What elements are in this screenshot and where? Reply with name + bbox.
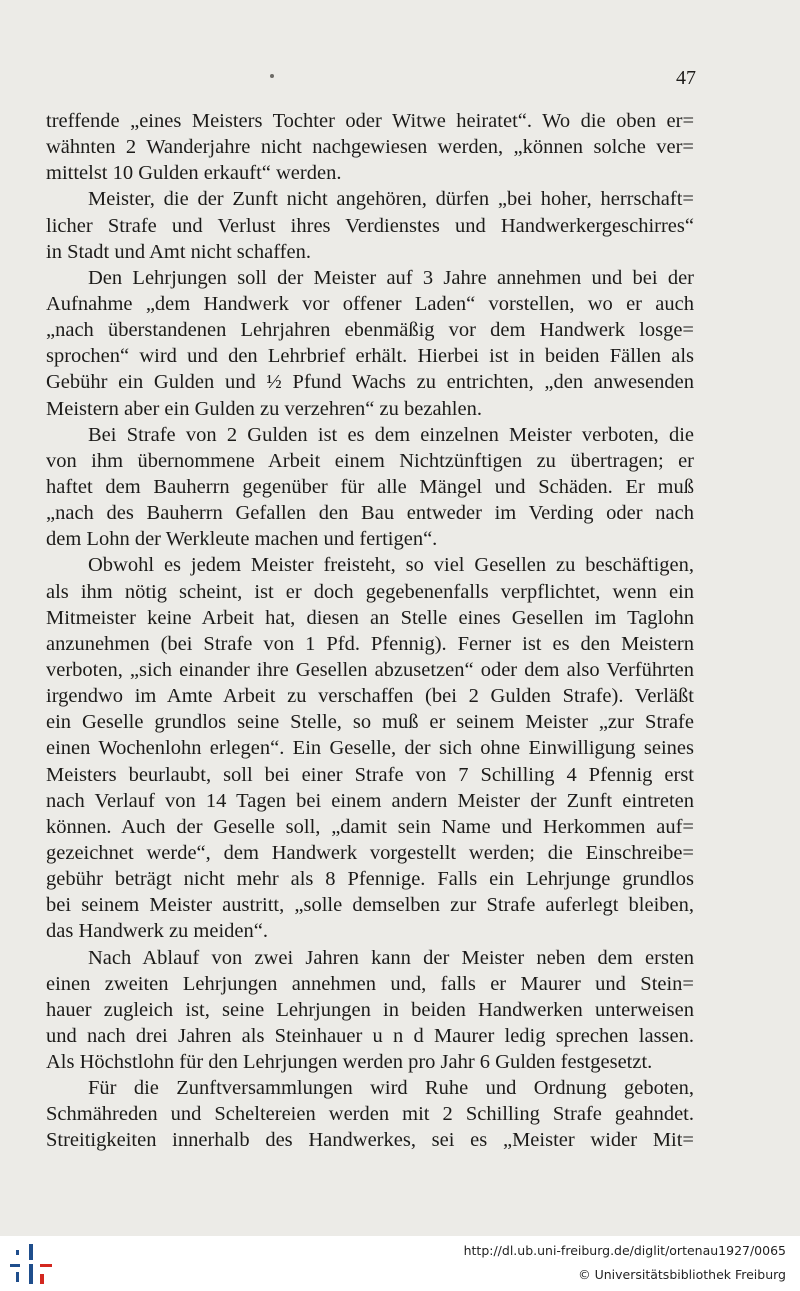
logo-bar-mid-left xyxy=(10,1264,20,1267)
logo-bar-top-left xyxy=(16,1250,19,1255)
text-line: Aufnahme „dem Handwerk vor offener Laden“ vorstellen, wo er auch xyxy=(46,292,694,315)
text-line: Bei Strafe von 2 Gulden ist es dem einzelnen Meister verboten, die xyxy=(88,423,694,446)
logo-bar-center-stem xyxy=(29,1264,33,1284)
logo-bar-bottom-left xyxy=(16,1272,19,1282)
text-line: treffende „eines Meisters Tochter oder Witwe heiratet“. Wo die oben er= xyxy=(46,110,694,132)
paper-speck xyxy=(270,74,274,78)
text-line: irgendwo im Amte Arbeit zu verschaffen (bei 2 Gulden Strafe). Verläßt xyxy=(46,685,694,708)
text-line: Schmähreden und Scheltereien werden mit 2 Schilling Strafe geahndet. xyxy=(46,1103,694,1126)
text-line: als ihm nötig scheint, ist er doch gegebenenfalls verpflichtet, wenn ein xyxy=(46,580,694,603)
page-number: 47 xyxy=(676,67,696,89)
text-line: das Handwerk zu meiden“. xyxy=(46,920,268,943)
text-line: Für die Zunftversammlungen wird Ruhe und Ordnung geboten, xyxy=(88,1077,694,1100)
text-line: dem Lohn der Werkleute machen und fertigen“. xyxy=(46,528,438,551)
text-line: hauer zugleich ist, seine Lehrjungen in beiden Handwerken unterweisen xyxy=(46,998,694,1021)
text-line: in Stadt und Amt nicht schaffen. xyxy=(46,240,311,263)
text-line: ein Geselle grundlos seine Stelle, so muß er seinem Meister „zur Strafe xyxy=(46,711,694,734)
viewer-footer xyxy=(0,1236,800,1291)
logo-bar-top-center xyxy=(29,1244,33,1260)
text-line: und nach drei Jahren als Steinhauer u n d Maurer ledig sprechen lassen. xyxy=(46,1024,694,1047)
text-line: Nach Ablauf von zwei Jahren kann der Meister neben dem ersten xyxy=(88,946,694,969)
logo-bar-bottom-right xyxy=(40,1274,44,1284)
text-line: „nach des Bauherrn Gefallen den Bau entweder im Verding oder nach xyxy=(46,502,694,525)
text-line: Gebühr ein Gulden und ½ Pfund Wachs zu entrichten, „den anwesenden xyxy=(46,371,694,394)
text-line: sprochen“ wird und den Lehrbrief erhält. Hierbei ist in beiden Fällen als xyxy=(46,345,694,368)
text-line: können. Auch der Geselle soll, „damit sein Name und Herkommen auf= xyxy=(46,815,694,838)
text-line: Mitmeister keine Arbeit hat, diesen an Stelle eines Gesellen im Taglohn xyxy=(46,606,694,629)
text-line: gezeichnet werde“, dem Handwerk vorgestellt werden; die Einschreibe= xyxy=(46,841,694,864)
text-line: Obwohl es jedem Meister freisteht, so viel Gesellen zu beschäftigen, xyxy=(88,554,694,577)
text-line: haftet dem Bauherrn gegenüber für alle Mängel und Schäden. Er muß xyxy=(46,475,694,498)
text-line: bei seinem Meister austritt, „solle demselben zur Strafe auferlegt bleiben, xyxy=(46,894,694,917)
text-line: Meistern aber ein Gulden zu verzehren“ zu bezahlen. xyxy=(46,397,482,420)
text-line: von ihm übernommene Arbeit einem Nichtzünftigen zu übertragen; er xyxy=(46,449,694,472)
text-line: mittelst 10 Gulden erkauft“ werden. xyxy=(46,162,342,185)
source-url[interactable]: http://dl.ub.uni-freiburg.de/diglit/ortenau1927/0065 xyxy=(463,1243,786,1258)
text-line: gebühr beträgt nicht mehr als 8 Pfennige. Falls ein Lehrjunge grundlos xyxy=(46,868,694,891)
text-line: „nach überstandenen Lehrjahren ebenmäßig vor dem Handwerk losge= xyxy=(46,319,694,342)
text-line: nach Verlauf von 14 Tagen bei einem andern Meister der Zunft eintreten xyxy=(46,789,694,812)
logo-bar-mid-right xyxy=(40,1264,52,1267)
copyright-notice: © Universitätsbibliothek Freiburg xyxy=(578,1267,786,1282)
text-line: einen Wochenlohn erlegen“. Ein Geselle, der sich ohne Einwilligung seines xyxy=(46,737,694,760)
university-library-logo-icon xyxy=(10,1242,52,1286)
text-line: licher Strafe und Verlust ihres Verdienstes und Handwerkergeschirres“ xyxy=(46,214,694,237)
text-line: Meister, die der Zunft nicht angehören, dürfen „bei hoher, herrschaft= xyxy=(88,188,694,211)
text-line: einen zweiten Lehrjungen annehmen und, falls er Maurer und Stein= xyxy=(46,972,694,995)
text-line: Streitigkeiten innerhalb des Handwerkes, sei es „Meister wider Mit= xyxy=(46,1129,694,1152)
text-line: Meisters beurlaubt, soll bei einer Strafe von 7 Schilling 4 Pfennig erst xyxy=(46,763,694,786)
text-line: verboten, „sich einander ihre Gesellen abzusetzen“ oder dem also Verführten xyxy=(46,658,694,681)
text-line: anzunehmen (bei Strafe von 1 Pfd. Pfennig). Ferner ist es den Meistern xyxy=(46,632,694,655)
text-line: wähnten 2 Wanderjahre nicht nachgewiesen werden, „können solche ver= xyxy=(46,136,694,159)
text-line: Als Höchstlohn für den Lehrjungen werden pro Jahr 6 Gulden festgesetzt. xyxy=(46,1051,653,1074)
text-line: Den Lehrjungen soll der Meister auf 3 Jahre annehmen und bei der xyxy=(88,266,694,289)
body-text xyxy=(46,108,694,1154)
